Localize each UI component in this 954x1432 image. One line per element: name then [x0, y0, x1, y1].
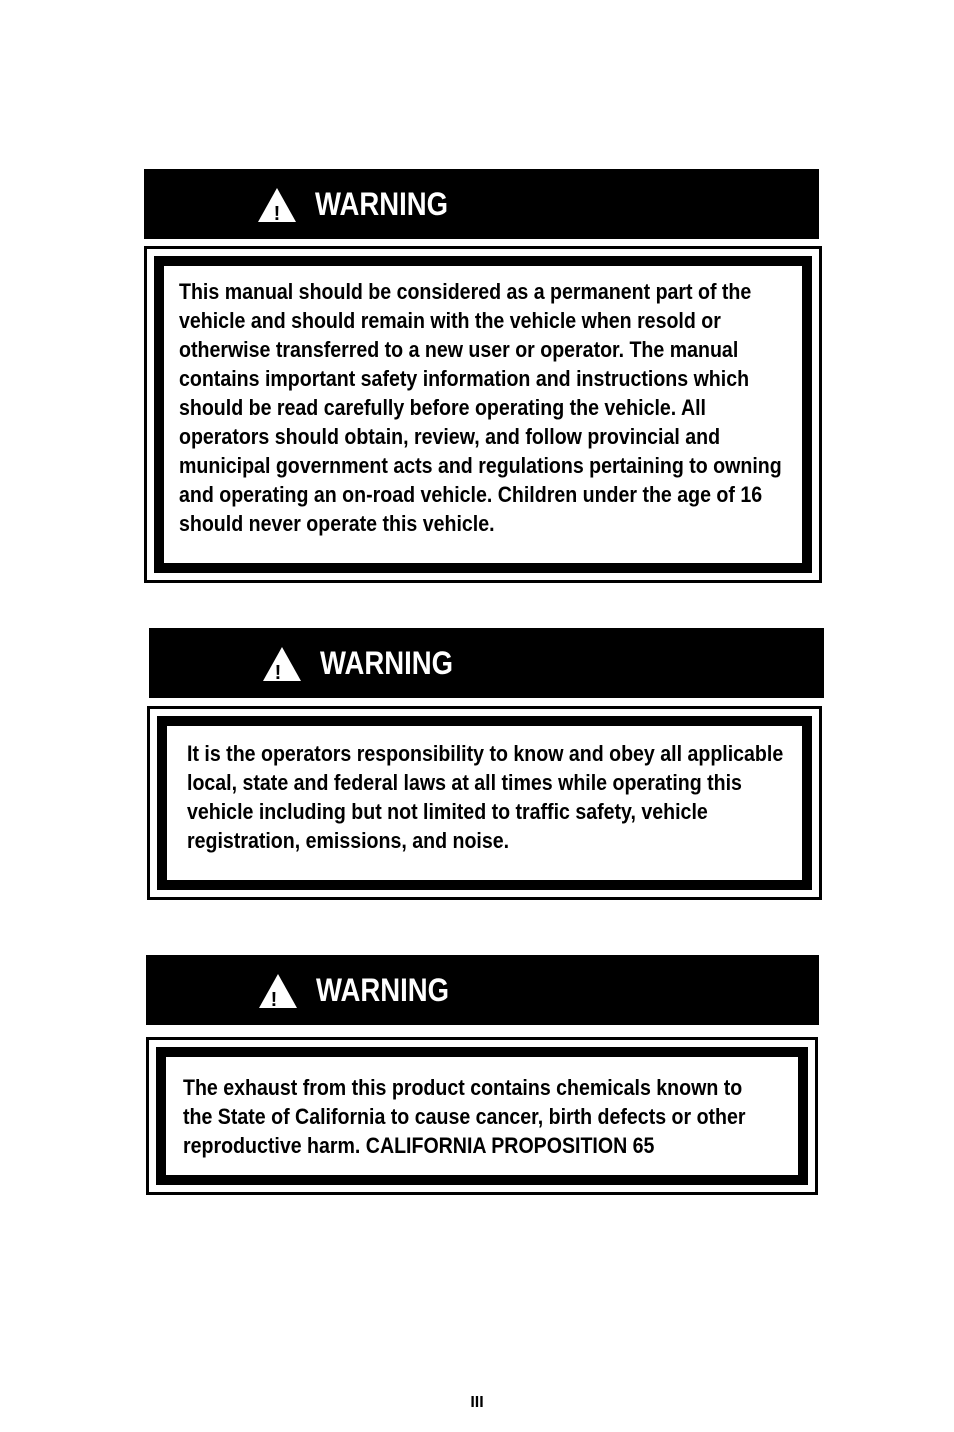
warning-text: This manual should be considered as a permanent part of the vehicle and should remain with the vehicle when resold or otherwise transferred to a new user or operator. The manual contains important safety information and instructions which should be read carefully before operating the vehicle. All operators should obtain, review, and follow provincial and municipal government acts and regulations pertaining to owning and operating an on-road vehicle. Children under the age of 16 should never operate this vehicle. [179, 279, 782, 536]
warning-heading: WARNING [316, 972, 450, 1008]
warning-triangle-icon [257, 187, 297, 223]
svg-text:!: ! [270, 989, 278, 1009]
warning-box-1 [144, 246, 822, 583]
warning-triangle-icon [262, 646, 302, 682]
warning-box-2 [147, 706, 822, 900]
warning-text: It is the operators responsibility to know and obey all applicable local, state and federal laws at all times while operating this vehicle including but not limited to traffic safety, vehicle registration, emissions, and noise. [187, 741, 784, 853]
svg-text:!: ! [274, 662, 282, 682]
svg-text:!: ! [273, 203, 281, 223]
warning-banner-3 [146, 955, 819, 1025]
warning-box-3 [146, 1037, 818, 1195]
warning-banner-1 [144, 169, 819, 239]
warning-triangle-icon [258, 973, 298, 1009]
page-number: III [470, 1394, 484, 1411]
warning-banner-2 [149, 628, 824, 698]
warning-text: The exhaust from this product contains chemicals known to the State of California to cause cancer, birth defects or other reproductive harm. CALIFORNIA PROPOSITION 65 [183, 1075, 746, 1158]
warning-heading: WARNING [320, 645, 454, 681]
warning-heading: WARNING [315, 186, 449, 222]
